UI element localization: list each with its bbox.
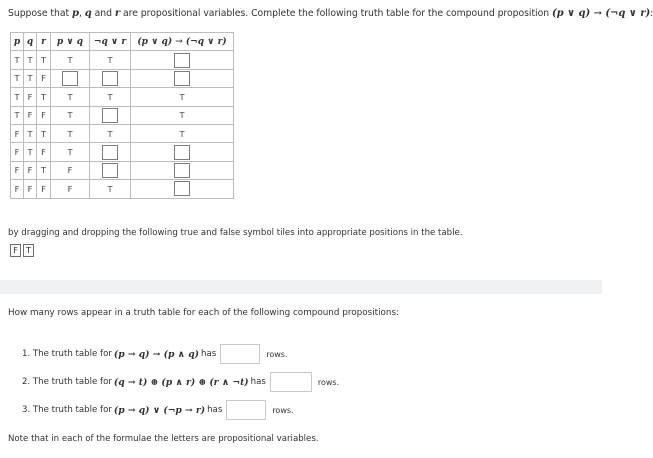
row-count-item-1: 1. The truth table for (p → q) → (p ∧ q) has rows. [22,344,287,364]
header-not-q-or-r: ¬q ∨ r [90,33,131,51]
truth-table-header-row [11,33,234,51]
variable-cell: T [24,124,37,142]
given-value-cell: T [51,88,90,106]
header-p-or-q: p ∨ q [51,33,90,51]
truth-table-question-text: Suppose that p, q and r are propositional variables. Complete the following truth table for the compound proposition (p ∨ q) → (¬q ∨ r): [8,8,653,19]
drop-target-box[interactable] [174,181,190,196]
variable-cell: T [11,106,24,124]
variable-cell: F [11,180,24,198]
drop-target-cell [131,69,234,87]
variable-cell: F [11,143,24,161]
drop-target-box[interactable] [174,163,190,178]
drop-target-cell [90,69,131,87]
variable-cell: T [24,143,37,161]
truth-table-row [11,106,234,124]
variable-cell: T [11,88,24,106]
drop-target-box[interactable] [102,108,118,123]
variable-cell: T [37,88,51,106]
variable-cell: T [37,124,51,142]
formula-3: (p → q) ∨ (¬p → r) [113,404,206,416]
variable-cell: T [11,69,24,87]
drop-target-cell [131,51,234,69]
truth-table-row [11,69,234,87]
given-value-cell: T [51,51,90,69]
false-symbol-tile[interactable]: F [10,244,21,257]
given-value-cell: T [90,51,131,69]
truth-table-row [11,51,234,69]
given-value-cell: T [51,106,90,124]
drop-target-box[interactable] [174,53,190,68]
variable-cell: F [24,161,37,179]
given-value-cell: T [51,143,90,161]
variable-cell: F [37,180,51,198]
variable-cell: T [37,161,51,179]
drop-target-cell [90,106,131,124]
drop-target-cell [90,161,131,179]
variable-cell: F [24,88,37,106]
row-count-question-panel [0,294,602,458]
true-symbol-tile[interactable]: T [23,244,34,257]
variable-cell: F [11,124,24,142]
row-count-answer-field-2[interactable] [270,372,312,392]
header-r: r [37,33,51,51]
given-value-cell: T [90,88,131,106]
given-value-cell: T [131,106,234,124]
drop-target-cell [131,143,234,161]
compound-proposition: (p ∨ q) → (¬q ∨ r) [551,8,651,19]
drop-target-cell [131,180,234,198]
row-count-answer-field-1[interactable] [220,344,260,364]
given-value-cell: T [90,124,131,142]
truth-table [10,32,234,199]
truth-table-row [11,88,234,106]
variable-cell: F [24,180,37,198]
section-divider [0,280,602,294]
row-count-answer-field-3[interactable] [226,400,266,420]
variable-cell: F [37,143,51,161]
drop-target-box[interactable] [102,71,118,86]
truth-table-row [11,124,234,142]
drop-target-cell [51,69,90,87]
row-count-question-text: How many rows appear in a truth table for each of the following compound propositions: [8,308,400,318]
drop-target-box[interactable] [174,145,190,160]
given-value-cell: T [51,124,90,142]
given-value-cell: F [51,180,90,198]
drop-target-box[interactable] [62,71,78,86]
symbol-tile-tray [10,244,34,257]
formula-1: (p → q) → (p ∧ q) [113,348,199,360]
variable-cell: F [37,106,51,124]
variable-cell: T [11,51,24,69]
truth-table-row [11,143,234,161]
header-p: p [11,33,24,51]
variable-cell: T [24,69,37,87]
variable-cell: T [37,51,51,69]
drop-target-box[interactable] [102,145,118,160]
header-implication: (p ∨ q) → (¬q ∨ r) [131,33,234,51]
row-count-item-2: 2. The truth table for (q → t) ⊕ (p ∧ r) ⊕ (r ∧ ¬t) has rows. [22,372,339,392]
drop-target-box[interactable] [174,71,190,86]
drag-drop-instruction: by dragging and dropping the following true and false symbol tiles into appropriate positions in the table. [8,228,463,238]
variable-cell: F [24,106,37,124]
formula-2: (q → t) ⊕ (p ∧ r) ⊕ (r ∧ ¬t) [113,376,249,388]
given-value-cell: F [51,161,90,179]
given-value-cell: T [90,180,131,198]
truth-table-row [11,180,234,198]
variable-cell: T [24,51,37,69]
given-value-cell: T [131,124,234,142]
drop-target-box[interactable] [102,163,118,178]
drop-target-cell [131,161,234,179]
row-count-item-3: 3. The truth table for (p → q) ∨ (¬p → r) has rows. [22,400,294,420]
variable-cell: F [11,161,24,179]
given-value-cell: T [131,88,234,106]
variable-cell: F [37,69,51,87]
header-q: q [24,33,37,51]
truth-table-row [11,161,234,179]
truth-table-body [11,51,234,198]
variables-note: Note that in each of the formulae the letters are propositional variables. [8,434,319,444]
drop-target-cell [90,143,131,161]
